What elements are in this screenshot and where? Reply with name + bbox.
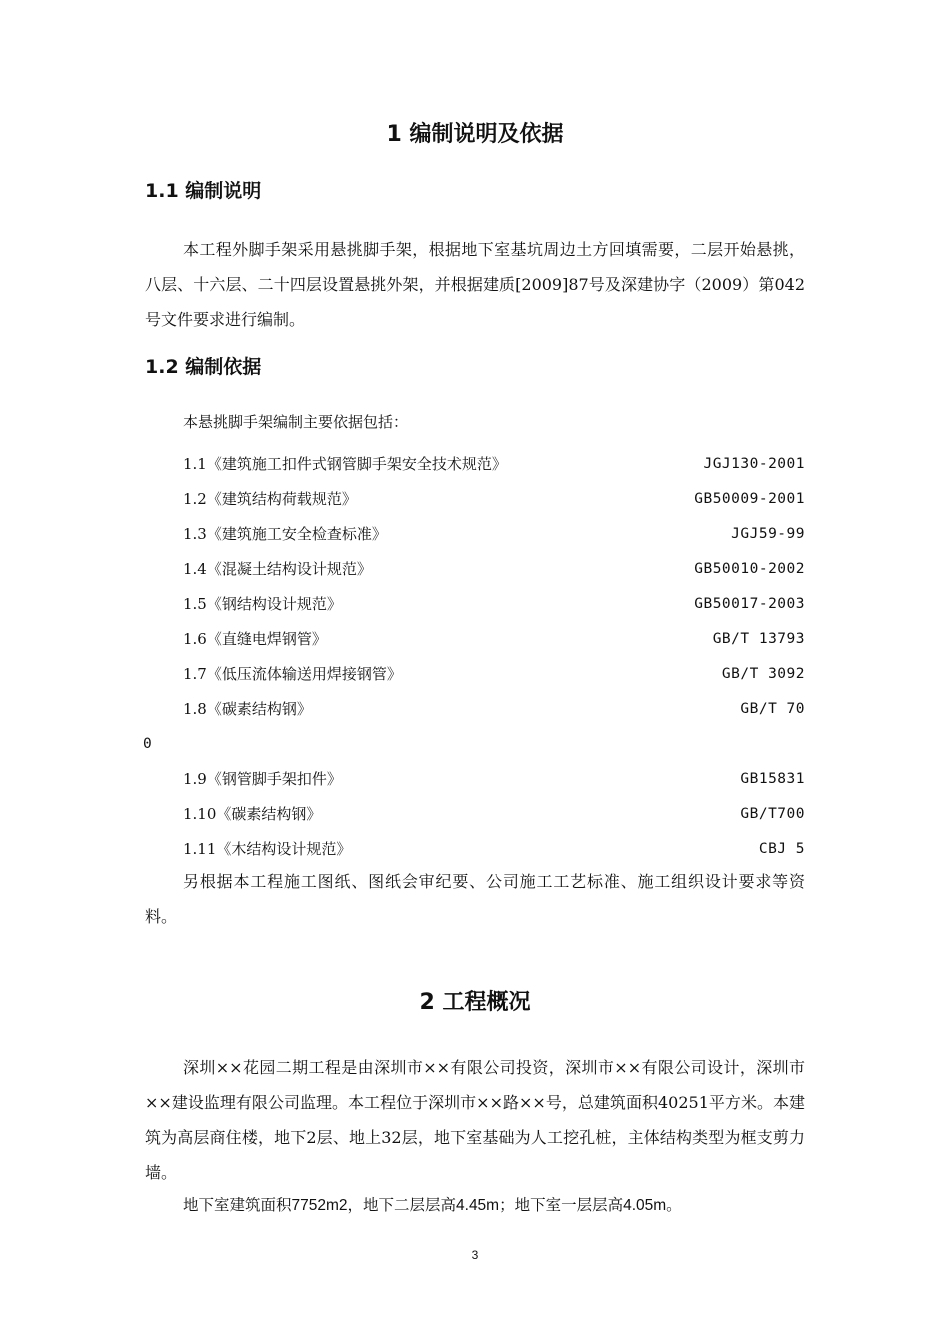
reference-title: 1.8《碳素结构钢》 (183, 699, 312, 718)
reference-title: 1.10《碳素结构钢》 (183, 804, 322, 823)
reference-item (145, 656, 805, 691)
reference-item (145, 621, 805, 656)
reference-title: 1.4《混凝土结构设计规范》 (183, 559, 372, 578)
reference-title: 1.2《建筑结构荷载规范》 (183, 489, 357, 508)
reference-title: 1.5《钢结构设计规范》 (183, 594, 342, 613)
reference-title: 1.6《直缝电焊钢管》 (183, 629, 327, 648)
reference-item (145, 831, 805, 866)
reference-code: GB15831 (740, 770, 805, 787)
section-2-body: 深圳××花园二期工程是由深圳市××有限公司投资，深圳市××有限公司设计，深圳市××建设监理有限公司监理。本工程位于深圳市××路××号，总建筑面积40251平方米。本建筑为高层商住楼，地下2层、地上32层，地下室基础为人工挖孔桩，主体结构类型为框支剪力墙。 (145, 1058, 805, 1182)
reference-list (145, 446, 805, 866)
reference-item (145, 481, 805, 516)
reference-item (145, 691, 805, 726)
references-closing: 另根据本工程施工图纸、图纸会审纪要、公司施工工艺标准、施工组织设计要求等资料。 (145, 872, 805, 926)
reference-code: GB/T 13793 (712, 630, 805, 647)
reference-code: JGJ59-99 (731, 525, 805, 542)
reference-code: GB50010-2002 (694, 560, 805, 577)
reference-code: GB/T700 (740, 805, 805, 822)
section-2-body-2: 地下室建筑面积7752m2，地下二层层高4.45m；地下室一层层高4.05m。 (183, 1197, 682, 1214)
reference-title: 1.7《低压流体输送用焊接钢管》 (183, 664, 402, 683)
reference-title: 1.11《木结构设计规范》 (183, 839, 352, 858)
references-intro: 本悬挑脚手架编制主要依据包括： (183, 413, 409, 431)
reference-code: GB/T 70 (740, 700, 805, 717)
reference-item (145, 761, 805, 796)
reference-code: GB50017-2003 (694, 595, 805, 612)
reference-code: GB/T 3092 (721, 665, 805, 682)
page-number: 3 (471, 1248, 479, 1262)
subsection-1-2-title: 1.2 编制依据 (145, 356, 262, 378)
reference-item (145, 796, 805, 831)
reference-item (145, 446, 805, 481)
reference-item (145, 516, 805, 551)
reference-code: JGJ130-2001 (703, 455, 805, 472)
subsection-1-1-body: 本工程外脚手架采用悬挑脚手架，根据地下室基坑周边土方回填需要，二层开始悬挑，八层、十六层、二十四层设置悬挑外架，并根据建质[2009]87号及深建协字（2009）第042号文件要求进行编制。 (145, 240, 805, 329)
reference-title: 1.9《钢管脚手架扣件》 (183, 769, 342, 788)
reference-title: 1.3《建筑施工安全检查标准》 (183, 524, 387, 543)
reference-item (145, 551, 805, 586)
section-2-title: 2 工程概况 (419, 990, 531, 1015)
reference-item (145, 586, 805, 621)
reference-title: 1.1《建筑施工扣件式钢管脚手架安全技术规范》 (183, 454, 507, 473)
reference-code-wrap: 0 (143, 735, 152, 752)
subsection-1-1-title: 1.1 编制说明 (145, 180, 262, 202)
section-1-title: 1 编制说明及依据 (386, 122, 564, 147)
reference-code: CBJ 5 (758, 840, 805, 857)
reference-code: GB50009-2001 (694, 490, 805, 507)
